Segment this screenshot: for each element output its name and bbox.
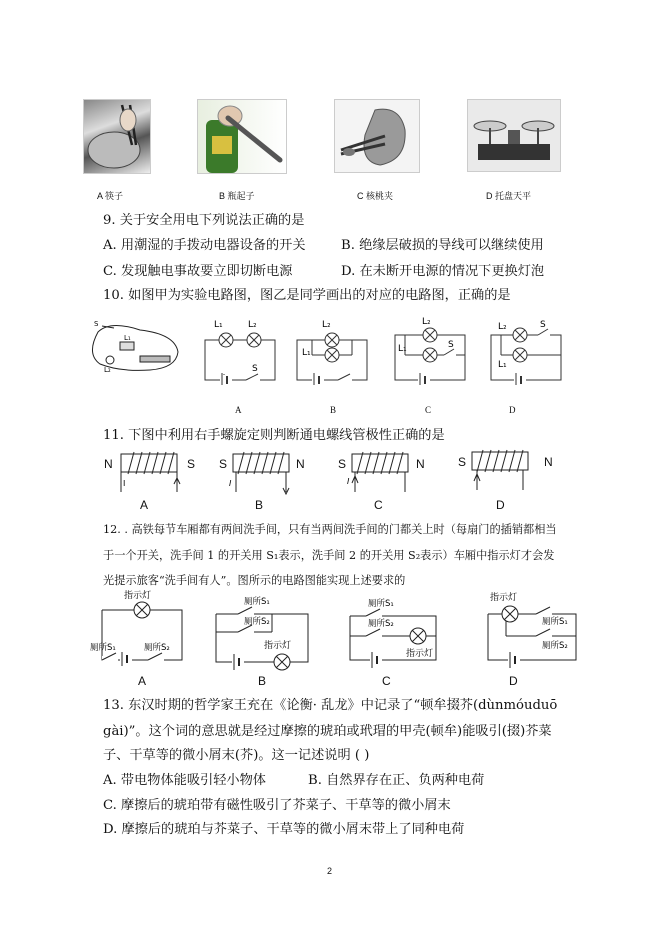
q11-c-right-pole: N: [416, 457, 425, 471]
svg-text:厕所S₂: 厕所S₂: [144, 643, 170, 653]
svg-text:S: S: [94, 320, 99, 328]
svg-text:厕所S₁: 厕所S₁: [368, 599, 394, 609]
svg-text:厕所S₁: 厕所S₁: [90, 643, 116, 653]
bottle-opener-icon: [198, 100, 286, 173]
q13-option-a: A. 带电物体能吸引轻小物体: [103, 773, 266, 788]
q13-option-d: D. 摩擦后的琥珀与芥菜子、干草等的微小屑末带上了同种电荷: [103, 822, 465, 837]
svg-text:S: S: [252, 364, 258, 374]
q11-a-right-pole: S: [187, 457, 196, 471]
svg-text:L₁: L₁: [214, 320, 223, 330]
svg-text:指示灯: 指示灯: [124, 591, 152, 601]
q12-label-c: C: [382, 674, 391, 688]
q11-solenoid-b: [228, 450, 294, 496]
svg-text:S: S: [448, 340, 454, 350]
balance-scale-photo: [467, 99, 561, 172]
q12-diagram-d: [480, 590, 590, 672]
q9-option-c: C. 发现触电事故要立即切断电源: [103, 264, 293, 279]
svg-text:L₁: L₁: [498, 360, 507, 370]
q8-caption-c: C 核桃夹: [357, 191, 394, 201]
q10-diagram-d: [486, 315, 566, 385]
svg-text:L₁: L₁: [302, 348, 311, 358]
q13-stem-line-1: 13. 东汉时期的哲学家王充在《论衡· 乱龙》中记录了“顿牟掇芥(dùnmóuduō: [103, 698, 558, 713]
svg-text:L₂: L₂: [248, 320, 257, 330]
q13-option-b: B. 自然界存在正、负两种电荷: [308, 773, 485, 788]
q11-d-left-pole: S: [458, 455, 467, 469]
nutcracker-photo: [334, 99, 420, 173]
q9-option-b: B. 绝缘层破损的导线可以继续使用: [341, 238, 544, 253]
q11-label-b: B: [255, 498, 264, 512]
svg-text:I: I: [347, 477, 350, 486]
svg-text:指示灯: 指示灯: [406, 649, 434, 659]
q11-b-right-pole: N: [296, 457, 305, 471]
q11-solenoid-a: [118, 450, 184, 496]
q9-stem: 9. 关于安全用电下列说法正确的是: [103, 213, 305, 228]
svg-text:厕所S₂: 厕所S₂: [368, 619, 394, 629]
q11-stem: 11. 下图中利用右手螺旋定则判断通电螺线管极性正确的是: [103, 428, 445, 443]
q8-caption-d: D 托盘天平: [486, 191, 532, 201]
q11-label-d: D: [496, 498, 505, 512]
q10-diagram-b: [292, 315, 372, 385]
q10-diagram-a: [200, 315, 280, 385]
page-number: 2: [327, 866, 333, 876]
q9-option-d: D. 在未断开电源的情况下更换灯泡: [341, 264, 545, 279]
svg-text:厕所S₂: 厕所S₂: [542, 641, 568, 651]
svg-text:厕所S₁: 厕所S₁: [244, 597, 270, 607]
bottle-opener-photo: [197, 99, 287, 174]
q11-c-left-pole: S: [338, 457, 347, 471]
svg-text:指示灯: 指示灯: [264, 641, 292, 651]
q8-caption-a: A 筷子: [97, 191, 124, 201]
svg-text:L₂: L₂: [498, 322, 507, 332]
svg-text:I: I: [229, 479, 232, 488]
q12-diagram-c: [342, 594, 452, 674]
svg-text:厕所S₁: 厕所S₁: [542, 617, 568, 627]
svg-text:I: I: [123, 479, 126, 488]
svg-text:厕所S₂: 厕所S₂: [244, 617, 270, 627]
q12-diagram-b: [208, 594, 318, 674]
q10-diagram-c: [390, 315, 470, 385]
chopsticks-icon: [84, 100, 150, 173]
q12-label-a: A: [138, 674, 147, 688]
q13-option-c: C. 摩擦后的琥珀带有磁性吸引了芥菜子、干草等的微小屑末: [103, 798, 451, 813]
nutcracker-icon: [335, 100, 419, 172]
svg-text:指示灯: 指示灯: [490, 593, 518, 603]
q11-a-left-pole: N: [104, 457, 113, 471]
q13-stem-line-3: 子、干草等的微小屑末(芥)。这一记述说明 ( ): [103, 748, 370, 763]
svg-text:L₂: L₂: [422, 317, 431, 327]
chopsticks-photo: [83, 99, 151, 174]
q11-label-a: A: [140, 498, 149, 512]
q8-caption-b: B 瓶起子: [219, 191, 255, 201]
svg-text:L₂: L₂: [322, 320, 331, 330]
svg-text:L₁: L₁: [124, 334, 131, 342]
q12-label-d: D: [509, 674, 518, 688]
svg-text:L₂: L₂: [104, 366, 111, 374]
svg-text:S: S: [540, 320, 546, 330]
q10-label-a: A: [235, 405, 242, 415]
balance-scale-icon: [468, 100, 560, 171]
q11-b-left-pole: S: [219, 457, 228, 471]
svg-text:L₁: L₁: [398, 344, 407, 354]
q10-label-d: D: [509, 405, 516, 415]
q12-label-b: B: [258, 674, 267, 688]
q10-physical-circuit: [80, 312, 190, 382]
q11-solenoid-d: [467, 448, 539, 494]
q10-label-b: B: [330, 405, 337, 415]
q13-stem-line-2: gài)”。这个词的意思就是经过摩擦的琥珀或玳瑁的甲壳(顿牟)能吸引(掇)芥菜: [103, 724, 552, 739]
q11-solenoid-c: [347, 450, 413, 496]
q12-stem-line-2: 于一个开关，洗手间 1 的开关用 S₁表示，洗手间 2 的开关用 S₂表示）车厢中指示灯才会发: [103, 549, 555, 562]
q11-d-right-pole: N: [544, 455, 553, 469]
q12-diagram-a: [86, 590, 196, 668]
q12-stem-line-3: 光提示旅客“洗手间有人”。图所示的电路图能实现上述要求的: [103, 574, 406, 587]
q10-stem: 10. 如图甲为实验电路图，图乙是同学画出的对应的电路图，正确的是: [103, 288, 511, 303]
q10-label-c: C: [425, 405, 432, 415]
q12-stem-line-1: 12. . 高铁每节车厢都有两间洗手间，只有当两间洗手间的门都关上时（每扇门的插销都相当: [103, 523, 557, 536]
q9-option-a: A. 用潮湿的手拨动电器设备的开关: [103, 238, 306, 253]
q11-label-c: C: [374, 498, 383, 512]
